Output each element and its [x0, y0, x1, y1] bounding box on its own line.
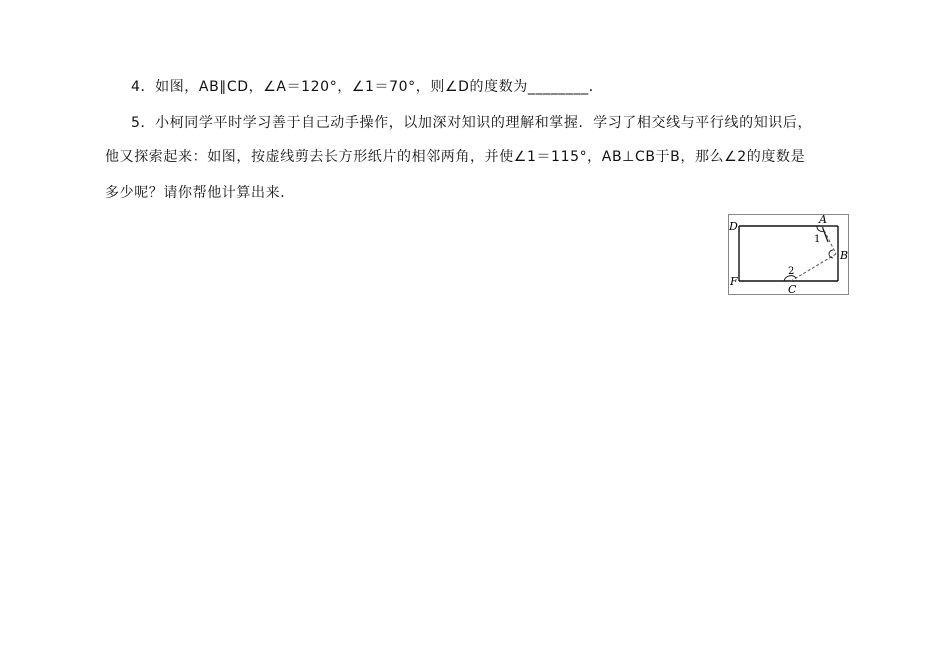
label-angle-1: 1	[814, 234, 821, 245]
question-5-line-1: 5．小柯同学平时学习善于自己动手操作，以加深对知识的理解和掌握．学习了相交线与平行线的知识后，	[131, 115, 813, 131]
dashed-BC	[791, 254, 836, 281]
geometry-figure	[728, 214, 850, 296]
label-C: C	[788, 283, 797, 296]
question-5-line-3: 多少呢？请你帮他计算出来．	[105, 185, 295, 201]
label-A: A	[819, 214, 827, 226]
label-F: F	[730, 275, 738, 288]
label-B: B	[840, 249, 849, 262]
question-4-text: 4．如图，AB∥CD，∠A＝120°，∠1＝70°，则∠D的度数为________．	[131, 79, 604, 95]
label-angle-2: 2	[788, 266, 795, 277]
figure-svg	[728, 214, 850, 296]
question-5-line-2: 他又探索起来：如图，按虚线剪去长方形纸片的相邻两角，并使∠1＝115°，AB⊥CB于B，那么∠2的度数是	[105, 149, 806, 165]
label-D: D	[729, 220, 738, 233]
